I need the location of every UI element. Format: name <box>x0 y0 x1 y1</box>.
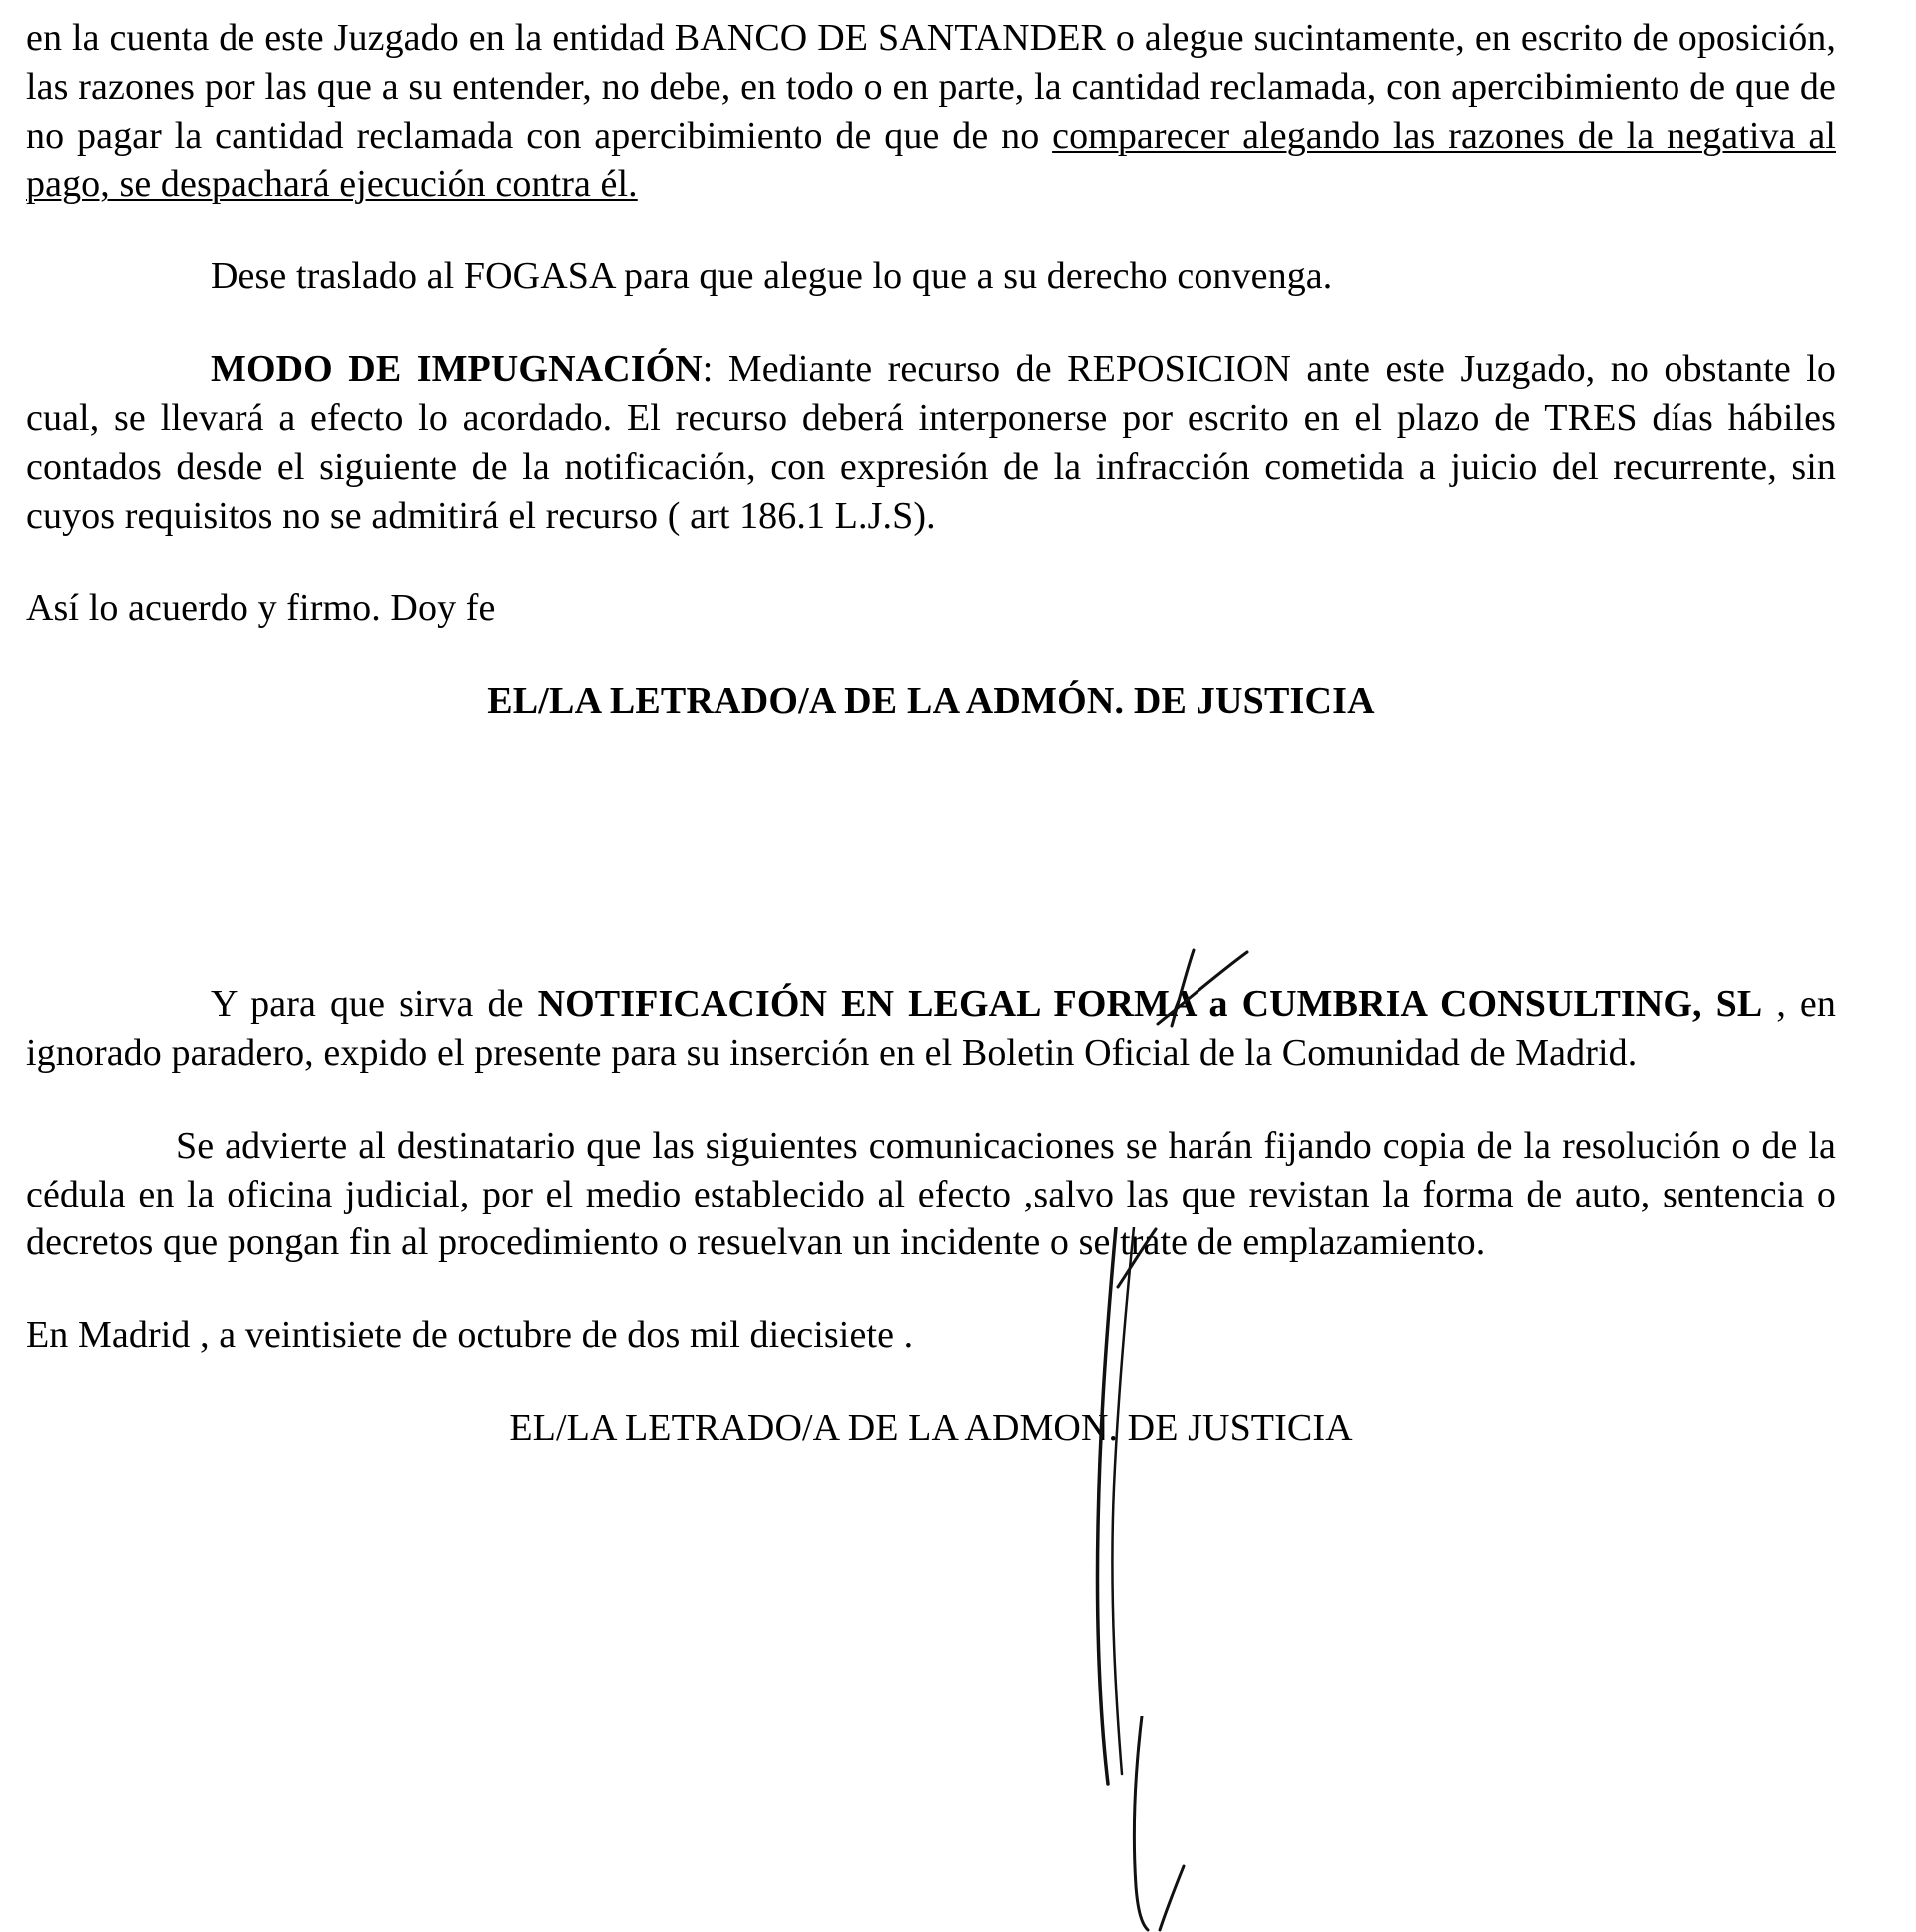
paragraph-impugnacion <box>26 345 1836 540</box>
paragraph-notificacion <box>26 980 1836 1078</box>
paragraph-fogasa: Dese traslado al FOGASA para que alegue lo que a su derecho convenga. <box>211 255 1333 298</box>
spacer <box>26 725 1836 980</box>
notificacion-prefix: Y para que sirva de <box>211 983 538 1026</box>
spacer <box>26 540 1836 584</box>
spacer <box>26 1078 1836 1122</box>
paragraph-acuerdo: Así lo acuerdo y firmo. Doy fe <box>26 587 496 630</box>
paragraph-advertencia: Se advierte al destinatario que las siguientes comunicaciones se harán fijando copia de la resolución o de la cédula en la oficina judicial, por el medio establecido al efecto ,salvo las que revistan la forma de auto, sentencia o decretos que pongan fin al procedimiento o resuelvan un incidente o se trate de emplazamiento. <box>26 1124 1836 1264</box>
spacer <box>26 633 1836 677</box>
document-body <box>26 14 1836 1453</box>
spacer <box>26 301 1836 345</box>
signature-stroke-bottom-icon <box>1078 1716 1247 1932</box>
spacer <box>26 209 1836 252</box>
signature-heading-top: EL/LA LETRADO/A DE LA ADMÓN. DE JUSTICIA <box>487 680 1375 723</box>
paragraph-cuenta-underlined: comparecer alegando las razones de la negativa al pago, se despachará ejecución contra él. <box>26 114 1837 206</box>
spacer <box>26 1360 1836 1404</box>
paragraph-cuenta <box>26 14 1836 209</box>
impugnacion-text: : Mediante recurso de REPOSICION ante este Juzgado, no obstante lo cual, se llevará a efecto lo acordado. El recurso deberá interponerse por escrito en el plazo de TRES días hábiles contados desde el siguiente de la notificación, con expresión de la infracción cometida a juicio del recurrente, sin cuyos requisitos no se admitirá el recurso ( art 186.1 L.J.S). <box>26 348 1837 537</box>
signature-heading-bottom: EL/LA LETRADO/A DE LA ADMON. DE JUSTICIA <box>509 1407 1353 1450</box>
spacer <box>26 1267 1836 1311</box>
notificacion-suffix: , en ignorado paradero, expido el presente para su inserción en el Boletin Oficial de la Comunidad de Madrid. <box>26 983 1836 1074</box>
notificacion-bold: NOTIFICACIÓN EN LEGAL FORMA a CUMBRIA CONSULTING, SL <box>537 983 1763 1026</box>
impugnacion-heading: MODO DE IMPUGNACIÓN <box>211 348 703 391</box>
paragraph-place-date: En Madrid , a veintisiete de octubre de dos mil diecisiete . <box>26 1314 914 1357</box>
paragraph-cuenta-plain: en la cuenta de este Juzgado en la entidad BANCO DE SANTANDER o alegue sucintamente, en escrito de oposición, las razones por las que a su entender, no debe, en todo o en parte, la cantidad reclamada, con apercibimiento de que de no pagar la cantidad reclamada con apercibimiento de que de no <box>26 17 1836 157</box>
